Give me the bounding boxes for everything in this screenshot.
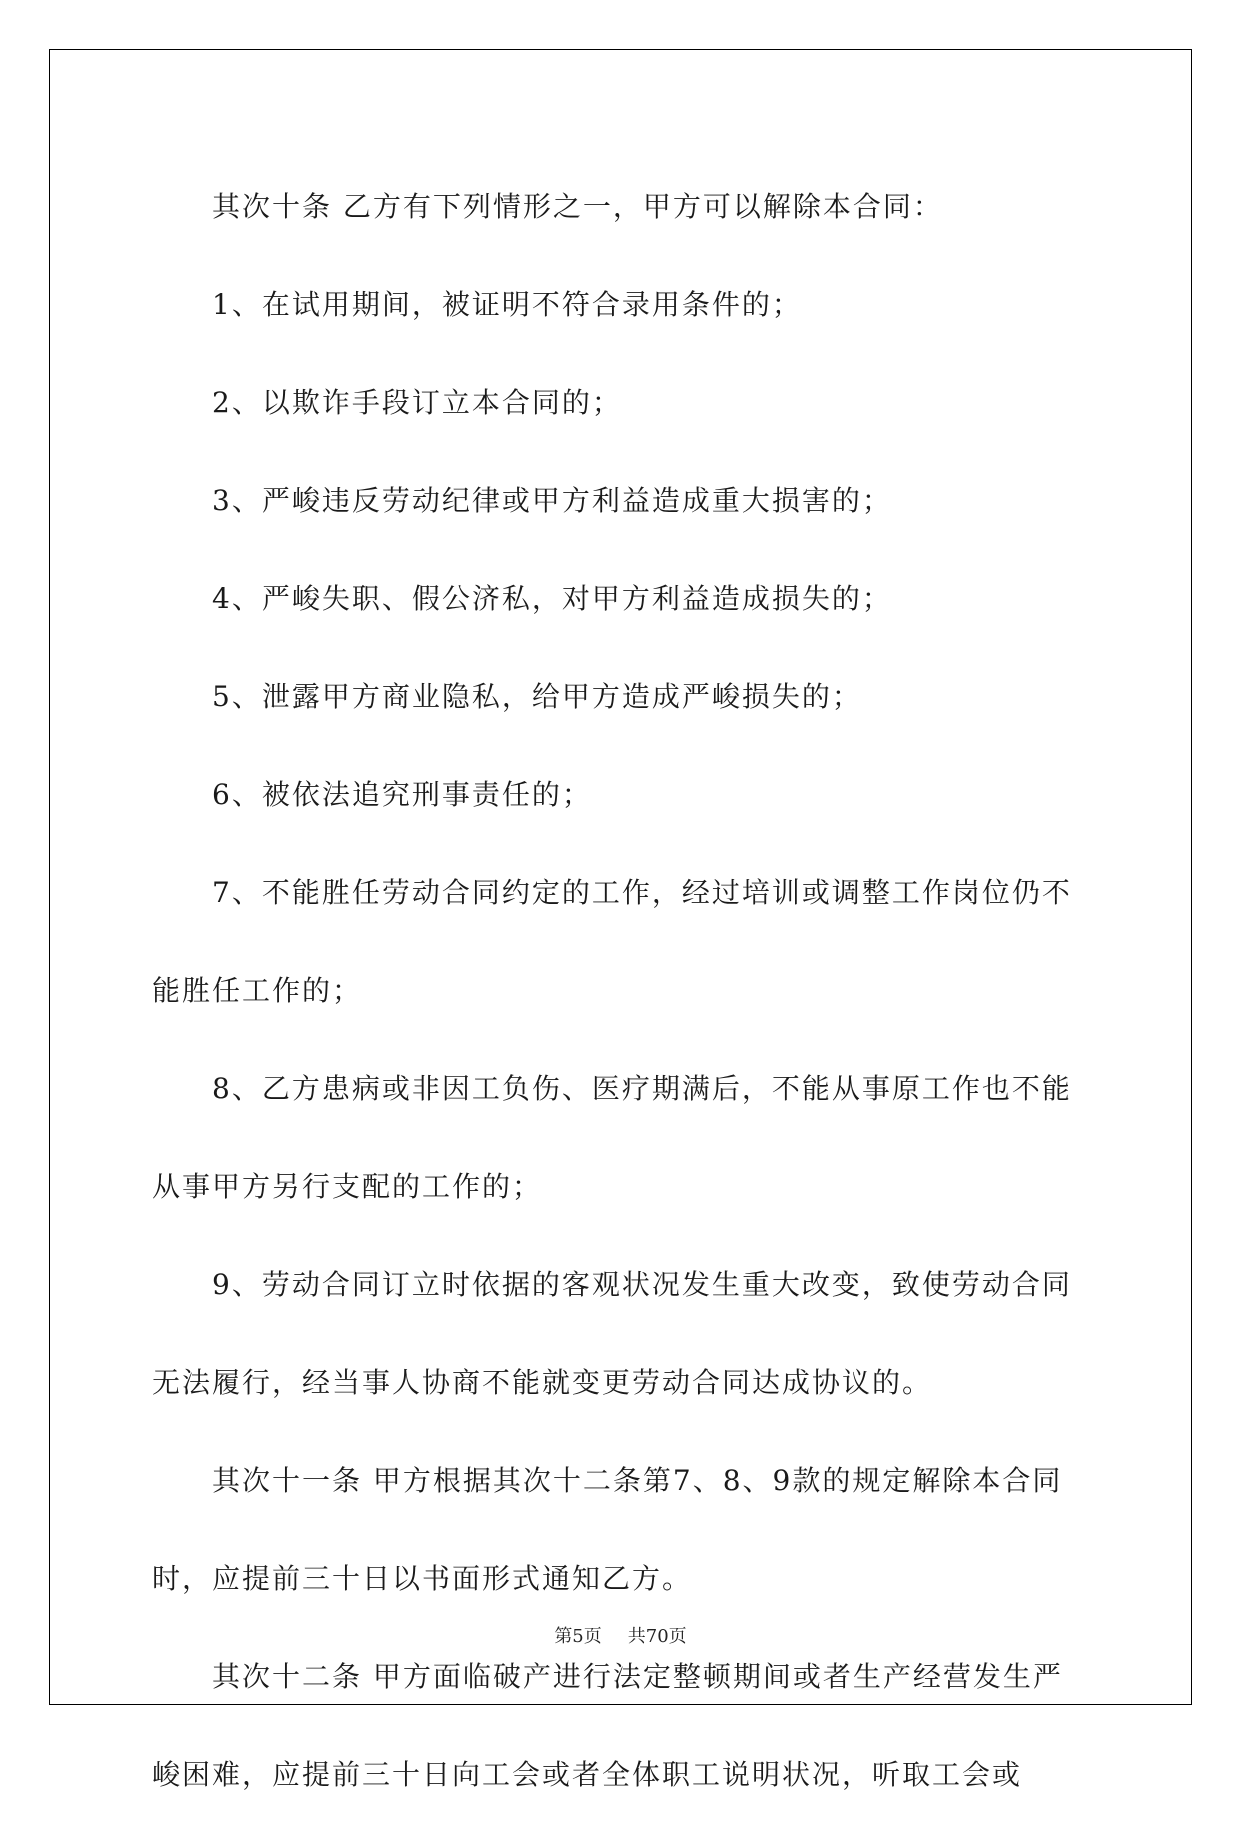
paragraph: 5、泄露甲方商业隐私，给甲方造成严峻损失的；: [212, 680, 862, 713]
paragraph: 8、乙方患病或非因工负伤、医疗期满后，不能从事原工作也不能从事甲方另行支配的工作的；: [152, 1072, 1072, 1203]
page-footer: [0, 1622, 1241, 1648]
paragraph: 其次十二条 甲方面临破产进行法定整顿期间或者生产经营发生严峻困难，应提前三十日向工会或者全体职工说明状况，听取工会或: [152, 1660, 1063, 1791]
paragraph: 2、以欺诈手段订立本合同的；: [212, 386, 622, 419]
page-number: 第5页: [554, 1626, 602, 1647]
paragraph: 其次十一条 甲方根据其次十二条第7、8、9款的规定解除本合同时，应提前三十日以书面形式通知乙方。: [152, 1464, 1063, 1595]
document-body: [152, 158, 1082, 1824]
paragraph: 4、严峻失职、假公济私，对甲方利益造成损失的；: [212, 582, 892, 615]
paragraph: 6、被依法追究刑事责任的；: [212, 778, 592, 811]
paragraph: 其次十条 乙方有下列情形之一，甲方可以解除本合同：: [212, 190, 943, 223]
paragraph: 7、不能胜任劳动合同约定的工作，经过培训或调整工作岗位仍不能胜任工作的；: [152, 876, 1072, 1007]
page-total: 共70页: [627, 1626, 687, 1647]
paragraph: 9、劳动合同订立时依据的客观状况发生重大改变，致使劳动合同无法履行，经当事人协商不能就变更劳动合同达成协议的。: [152, 1268, 1072, 1399]
paragraph: 3、严峻违反劳动纪律或甲方利益造成重大损害的；: [212, 484, 892, 517]
paragraph: 1、在试用期间，被证明不符合录用条件的；: [212, 288, 802, 321]
